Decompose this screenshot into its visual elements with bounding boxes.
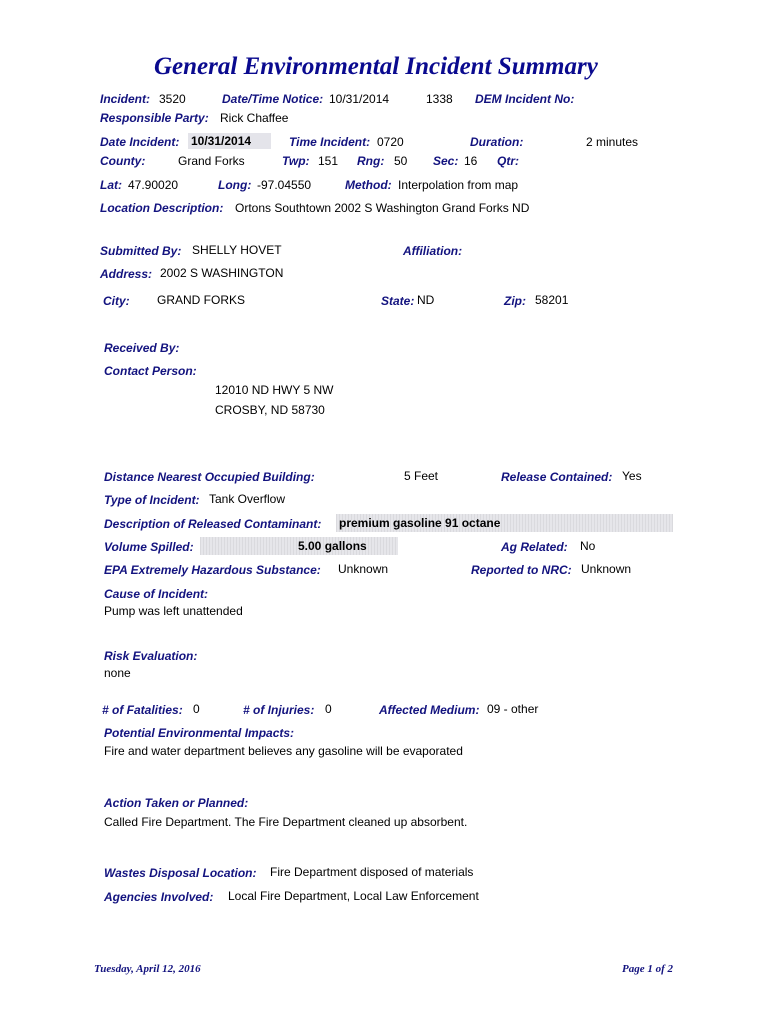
injuries-value: 0 bbox=[325, 702, 332, 716]
potential-impacts-label: Potential Environmental Impacts: bbox=[104, 726, 295, 740]
type-of-incident-label: Type of Incident: bbox=[104, 493, 200, 507]
volume-spilled-value: 5.00 gallons bbox=[298, 539, 367, 553]
twp-value: 151 bbox=[318, 154, 339, 168]
agencies-involved-label: Agencies Involved: bbox=[104, 890, 214, 904]
incident-value: 3520 bbox=[159, 92, 186, 106]
wastes-disposal-value: Fire Department disposed of materials bbox=[270, 865, 474, 879]
released-contaminant-label: Description of Released Contaminant: bbox=[104, 517, 322, 531]
affected-medium-value: 09 - other bbox=[487, 702, 539, 716]
date-notice-value: 10/31/2014 bbox=[329, 92, 390, 106]
fatalities-label: # of Fatalities: bbox=[102, 703, 183, 717]
footer-page-number: Page 1 of 2 bbox=[622, 963, 674, 975]
fatalities-value: 0 bbox=[193, 702, 200, 716]
lat-value: 47.90020 bbox=[128, 178, 179, 192]
dem-incident-no-label: DEM Incident No: bbox=[475, 92, 575, 106]
risk-evaluation-value: none bbox=[104, 666, 131, 680]
rng-value: 50 bbox=[394, 154, 408, 168]
epa-hazardous-value: Unknown bbox=[338, 562, 389, 576]
volume-spilled-label: Volume Spilled: bbox=[104, 540, 194, 554]
method-label: Method: bbox=[345, 178, 392, 192]
long-label: Long: bbox=[218, 178, 252, 192]
duration-value: 2 minutes bbox=[586, 135, 639, 149]
epa-hazardous-label: EPA Extremely Hazardous Substance: bbox=[104, 563, 321, 577]
distance-building-value: 5 Feet bbox=[404, 469, 439, 483]
cause-of-incident-label: Cause of Incident: bbox=[104, 587, 209, 601]
county-value: Grand Forks bbox=[178, 154, 245, 168]
ag-related-value: No bbox=[580, 539, 596, 553]
qtr-label: Qtr: bbox=[497, 154, 519, 168]
rng-label: Rng: bbox=[357, 154, 385, 168]
cause-of-incident-value: Pump was left unattended bbox=[104, 604, 243, 618]
wastes-disposal-label: Wastes Disposal Location: bbox=[104, 866, 257, 880]
time-notice-value: 1338 bbox=[426, 92, 453, 106]
contact-address-line1: 12010 ND HWY 5 NW bbox=[215, 383, 334, 397]
submitted-by-value: SHELLY HOVET bbox=[192, 243, 282, 257]
received-by-label: Received By: bbox=[104, 341, 180, 355]
time-incident-value: 0720 bbox=[377, 135, 404, 149]
potential-impacts-value: Fire and water department believes any gasoline will be evaporated bbox=[104, 744, 463, 758]
release-contained-value: Yes bbox=[622, 469, 642, 483]
county-label: County: bbox=[100, 154, 146, 168]
responsible-party-label: Responsible Party: bbox=[100, 111, 209, 125]
type-of-incident-value: Tank Overflow bbox=[209, 492, 286, 506]
submitted-by-label: Submitted By: bbox=[100, 244, 182, 258]
contact-person-label: Contact Person: bbox=[104, 364, 197, 378]
action-taken-value: Called Fire Department. The Fire Department cleaned up absorbent. bbox=[104, 815, 468, 829]
action-taken-label: Action Taken or Planned: bbox=[104, 796, 249, 810]
city-label: City: bbox=[103, 294, 130, 308]
long-value: -97.04550 bbox=[257, 178, 312, 192]
distance-building-label: Distance Nearest Occupied Building: bbox=[104, 470, 315, 484]
address-value: 2002 S WASHINGTON bbox=[160, 266, 284, 280]
lat-label: Lat: bbox=[100, 178, 122, 192]
date-incident-field: 10/31/2014 bbox=[188, 133, 271, 149]
affiliation-label: Affiliation: bbox=[403, 244, 463, 258]
agencies-involved-value: Local Fire Department, Local Law Enforcement bbox=[228, 889, 479, 903]
location-description-value: Ortons Southtown 2002 S Washington Grand Forks ND bbox=[235, 201, 530, 215]
zip-label: Zip: bbox=[504, 294, 526, 308]
method-value: Interpolation from map bbox=[398, 178, 519, 192]
reported-nrc-value: Unknown bbox=[581, 562, 632, 576]
sec-label: Sec: bbox=[433, 154, 459, 168]
date-incident-label: Date Incident: bbox=[100, 135, 180, 149]
twp-label: Twp: bbox=[282, 154, 310, 168]
location-description-label: Location Description: bbox=[100, 201, 224, 215]
affected-medium-label: Affected Medium: bbox=[379, 703, 480, 717]
injuries-label: # of Injuries: bbox=[243, 703, 315, 717]
volume-spilled-field bbox=[200, 537, 398, 555]
address-label: Address: bbox=[100, 267, 153, 281]
city-value: GRAND FORKS bbox=[157, 293, 246, 307]
risk-evaluation-label: Risk Evaluation: bbox=[104, 649, 198, 663]
release-contained-label: Release Contained: bbox=[501, 470, 613, 484]
date-time-notice-label: Date/Time Notice: bbox=[222, 92, 324, 106]
reported-nrc-label: Reported to NRC: bbox=[471, 563, 572, 577]
ag-related-label: Ag Related: bbox=[501, 540, 568, 554]
sec-value: 16 bbox=[464, 154, 478, 168]
state-label: State: bbox=[381, 294, 415, 308]
responsible-party-value: Rick Chaffee bbox=[220, 111, 289, 125]
state-value: ND bbox=[417, 293, 435, 307]
page-title: General Environmental Incident Summary bbox=[154, 53, 598, 80]
incident-label: Incident: bbox=[100, 92, 150, 106]
footer-date: Tuesday, April 12, 2016 bbox=[94, 963, 201, 975]
zip-value: 58201 bbox=[535, 293, 569, 307]
time-incident-label: Time Incident: bbox=[289, 135, 371, 149]
duration-label: Duration: bbox=[470, 135, 524, 149]
contact-address-line2: CROSBY, ND 58730 bbox=[215, 403, 325, 417]
released-contaminant-field: premium gasoline 91 octane bbox=[336, 514, 673, 532]
